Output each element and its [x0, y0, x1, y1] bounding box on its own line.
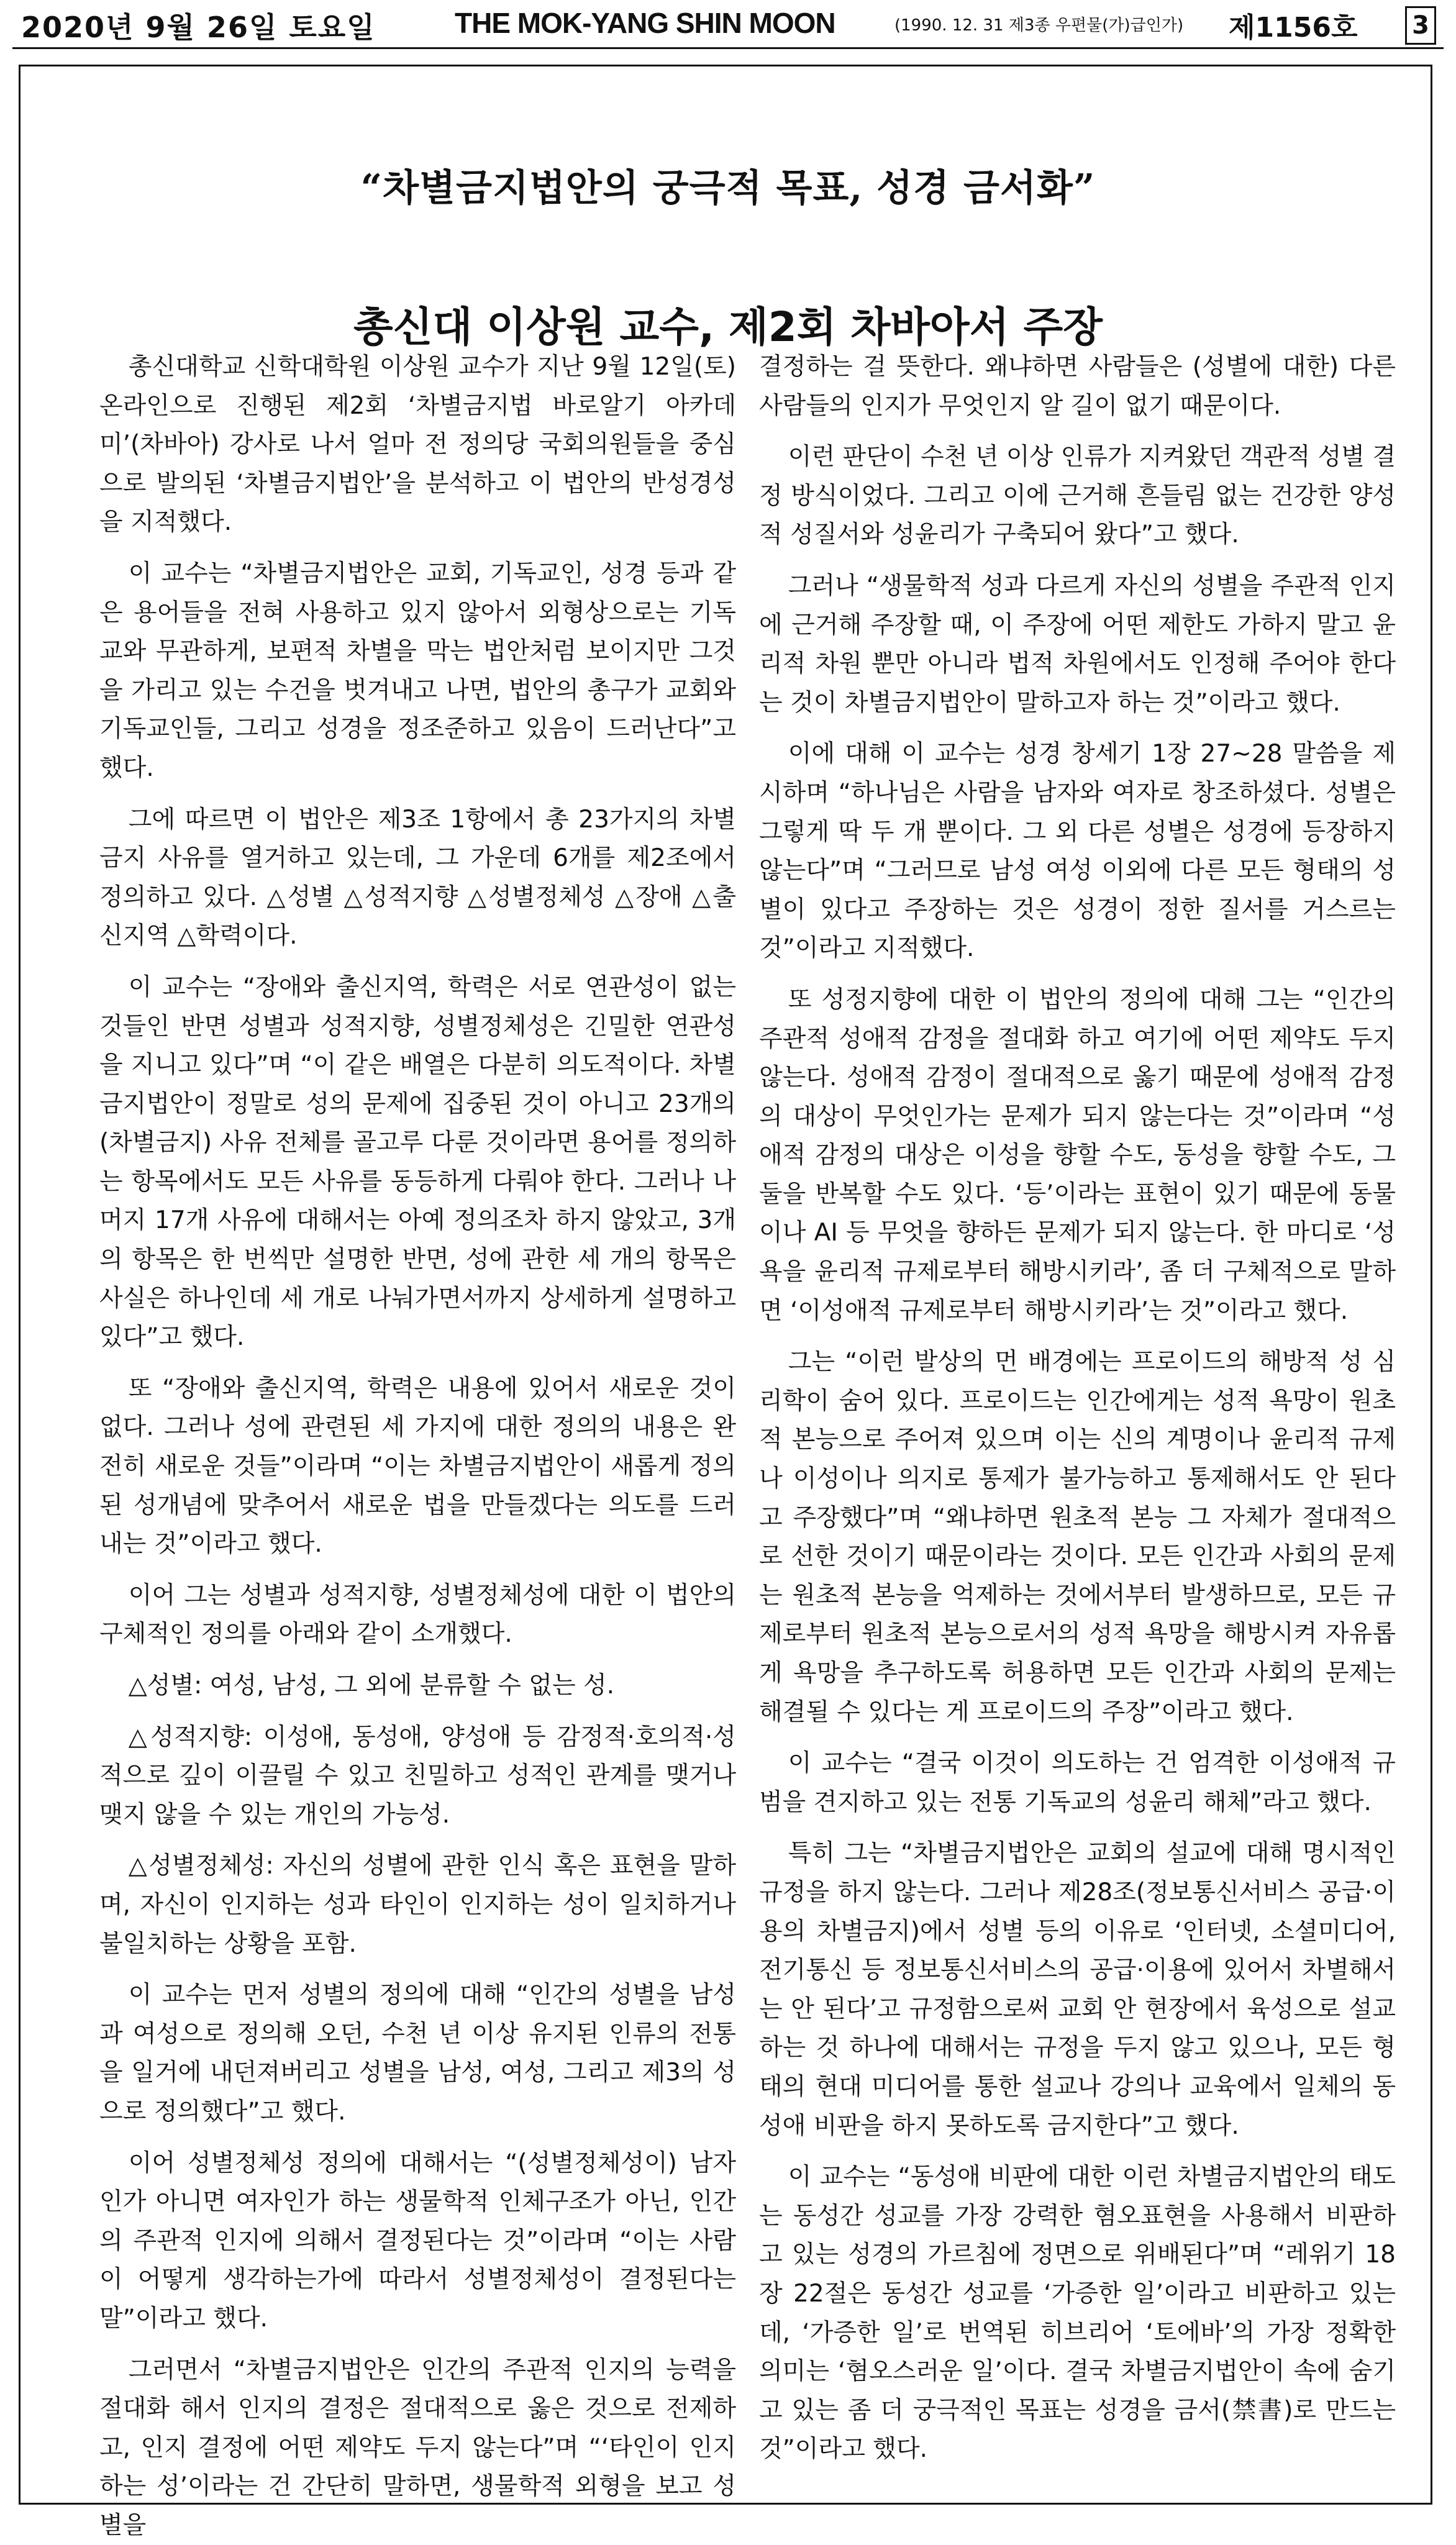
masthead [12, 4, 1444, 49]
article-paragraph: 이 교수는 “차별금지법안은 교회, 기독교인, 성경 등과 같은 용어들을 전혀 사용하고 있지 않아서 외형상으로는 기독교와 무관하게, 보편적 차별을 막는 법안처럼 보이지만 그것을 가리고 있는 수건을 벗겨내고 나면, 법안의 총구가 교회와 기독교인들, 그리고 성경을 정조준하고 있음이 드러난다”고 했다. [99, 555, 736, 788]
article-paragraph: 이런 판단이 수천 년 이상 인류가 지켜왔던 객관적 성별 결정 방식이었다. 그리고 이에 근거해 흔들림 없는 건강한 양성적 성질서와 성윤리가 구축되어 왔다”고 했다. [759, 438, 1396, 555]
article-column-left [99, 348, 736, 2472]
article-paragraph: 이에 대해 이 교수는 성경 창세기 1장 27~28 말씀을 제시하며 “하나님은 사람을 남자와 여자로 창조하셨다. 성별은 그렇게 딱 두 개 뿐이다. 그 외 다른 성별은 성경에 등장하지 않는다”며 “그러므로 남성 여성 이외에 다른 모든 형태의 성별이 있다고 주장하는 것은 성경이 정한 질서를 거스르는 것”이라고 지적했다. [759, 735, 1396, 968]
article-paragraph: 이어 그는 성별과 성적지향, 성별정체성에 대한 이 법안의 구체적인 정의를 아래와 같이 소개했다. [99, 1577, 736, 1654]
issue-number: 제1156호 [1229, 5, 1357, 45]
article-paragraph: 총신대학교 신학대학원 이상원 교수가 지난 9월 12일(토) 온라인으로 진행된 제2회 ‘차별금지법 바로알기 아카데미’(차바아) 강사로 나서 얼마 전 정의당 국회의원들을 중심으로 발의된 ‘차별금지법안’을 분석하고 이 법안의 반성경성을 지적했다. [99, 348, 736, 542]
article-paragraph: 또 성정지향에 대한 이 법안의 정의에 대해 그는 “인간의 주관적 성애적 감정을 절대화 하고 여기에 어떤 제약도 두지 않는다. 성애적 감정이 절대적으로 옳기 때문에 성애적 감정의 대상이 무엇인가는 문제가 되지 않는다는 것”이라며 “성애적 감정의 대상은 이성을 향할 수도, 동성을 향할 수도, 그 둘을 반복할 수도 있다. ‘등’이라는 표현이 있기 때문에 동물이나 AI 등 무엇을 향하든 문제가 되지 않는다. 한 마디로 ‘성욕을 윤리적 규제로부터 해방시키라’, 좀 더 구체적으로 말하면 ‘이성애적 규제로부터 해방시키라’는 것”이라고 했다. [759, 981, 1396, 1331]
article-paragraph: 이 교수는 “결국 이것이 의도하는 건 엄격한 이성애적 규범을 견지하고 있는 전통 기독교의 성윤리 해체”라고 했다. [759, 1744, 1396, 1822]
newspaper-title: THE MOK-YANG SHIN MOON [455, 6, 835, 40]
page-number-box: 3 [1405, 6, 1436, 45]
article-paragraph: 이어 성별정체성 정의에 대해서는 “(성별정체성이) 남자인가 아니면 여자인가 하는 생물학적 인체구조가 아닌, 인간의 주관적 인지에 의해서 결정된다는 것”이라며 “이는 사람이 어떻게 생각하는가에 따라서 성별정체성이 결정된다는 말”이라고 했다. [99, 2144, 736, 2339]
article-paragraph: 이 교수는 “동성애 비판에 대한 이런 차별금지법안의 태도는 동성간 성교를 가장 강력한 혐오표현을 사용해서 비판하고 있는 성경의 가르침에 정면으로 위배된다”며 “레위기 18장 22절은 동성간 성교를 ‘가증한 일’이라고 비판하고 있는데, ‘가증한 일’로 번역된 히브리어 ‘토에바’의 가장 정확한 의미는 ‘혐오스러운 일’이다. 결국 차별금지법안이 속에 숨기고 있는 좀 더 궁극적인 목표는 성경을 금서(禁書)로 만드는 것”이라고 했다. [759, 2158, 1396, 2469]
article-paragraph: 또 “장애와 출신지역, 학력은 내용에 있어서 새로운 것이 없다. 그러나 성에 관련된 세 가지에 대한 정의의 내용은 완전히 새로운 것들”이라며 “이는 차별금지법안이 새롭게 정의된 성개념에 맞추어서 새로운 법을 만들겠다는 의도를 드러내는 것”이라고 했다. [99, 1370, 736, 1564]
article-paragraph: △성별정체성: 자신의 성별에 관한 인식 혹은 표현을 말하며, 자신이 인지하는 성과 타인이 인지하는 성이 일치하거나 불일치하는 상황을 포함. [99, 1847, 736, 1964]
issue-date: 2020년 9월 26일 토요일 [21, 5, 376, 46]
article-headline: “차별금지법안의 궁극적 목표, 성경 금서화” [0, 158, 1456, 212]
article-paragraph: 그는 “이런 발상의 먼 배경에는 프로이드의 해방적 성 심리학이 숨어 있다. 프로이드는 인간에게는 성적 욕망이 원초적 본능으로 주어져 있으며 이는 신의 계명이나 윤리적 규제나 이성이나 의지로 통제가 불가능하고 통제해서도 안 된다고 주장했다”며 “왜냐하면 원초적 본능 그 자체가 절대적으로 선한 것이기 때문이라는 것이다. 모든 인간과 사회의 문제는 원초적 본능을 억제하는 것에서부터 발생하므로, 모든 규제로부터 원초적 본능으로서의 성적 욕망을 해방시켜 자유롭게 욕망을 추구하도록 허용하면 모든 인간과 사회의 문제는 해결될 수 있다는 게 프로이드의 주장”이라고 했다. [759, 1343, 1396, 1732]
article-paragraph: 결정하는 걸 뜻한다. 왜냐하면 사람들은 (성별에 대한) 다른 사람들의 인지가 무엇인지 알 길이 없기 때문이다. [759, 348, 1396, 426]
article-subheadline: 총신대 이상원 교수, 제2회 차바아서 주장 [0, 294, 1456, 353]
article-paragraph: △성적지향: 이성애, 동성애, 양성애 등 감정적·호의적·성적으로 깊이 이끌릴 수 있고 친밀하고 성적인 관계를 맺거나 맺지 않을 수 있는 개인의 가능성. [99, 1718, 736, 1835]
article-paragraph: 그러면서 “차별금지법안은 인간의 주관적 인지의 능력을 절대화 해서 인지의 결정은 절대적으로 옳은 것으로 전제하고, 인지 결정에 어떤 제약도 두지 않는다”며 “‘타인이 인지하는 성’이라는 건 간단히 말하면, 생물학적 외형을 보고 성별을 [99, 2351, 736, 2545]
article-paragraph: 이 교수는 먼저 성별의 정의에 대해 “인간의 성별을 남성과 여성으로 정의해 오던, 수천 년 이상 유지된 인류의 전통을 일거에 내던져버리고 성별을 남성, 여성, 그리고 제3의 성으로 정의했다”고 했다. [99, 1976, 736, 2131]
postal-registration: (1990. 12. 31 제3종 우편물(가)급인가) [894, 12, 1183, 35]
article-paragraph: 그러나 “생물학적 성과 다르게 자신의 성별을 주관적 인지에 근거해 주장할 때, 이 주장에 어떤 제한도 가하지 말고 윤리적 차원 뿐만 아니라 법적 차원에서도 인정해 주어야 한다는 것이 차별금지법안이 말하고자 하는 것”이라고 했다. [759, 567, 1396, 722]
article-paragraph: 특히 그는 “차별금지법안은 교회의 설교에 대해 명시적인 규정을 하지 않는다. 그러나 제28조(정보통신서비스 공급·이용의 차별금지)에서 성별 등의 이유로 ‘인터넷, 소셜미디어, 전기통신 등 정보통신서비스의 공급·이용에 있어서 차별해서는 안 된다’고 규정함으로써 교회 안 현장에서 육성으로 설교하는 것 하나에 대해서는 규정을 두지 않고 있으나, 모든 형태의 현대 미디어를 통한 설교나 강의나 교육에서 일체의 동성애 비판을 하지 못하도록 금지한다”고 했다. [759, 1834, 1396, 2146]
article-paragraph: △성별: 여성, 남성, 그 외에 분류할 수 없는 성. [99, 1667, 736, 1706]
article-paragraph: 그에 따르면 이 법안은 제3조 1항에서 총 23가지의 차별금지 사유를 열거하고 있는데, 그 가운데 6개를 제2조에서 정의하고 있다. △성별 △성적지향 △성별정체성 △장애 △출신지역 △학력이다. [99, 801, 736, 956]
article-column-right [759, 348, 1396, 2472]
article-paragraph: 이 교수는 “장애와 출신지역, 학력은 서로 연관성이 없는 것들인 반면 성별과 성적지향, 성별정체성은 긴밀한 연관성을 지니고 있다”며 “이 같은 배열은 다분히 의도적이다. 차별금지법안이 정말로 성의 문제에 집중된 것이 아니고 23개의 (차별금지) 사유 전체를 골고루 다룬 것이라면 용어를 정의하는 항목에서도 모든 사유를 동등하게 다뤄야 한다. 그러나 나머지 17개 사유에 대해서는 아예 정의조차 하지 않았고, 3개의 항목은 한 번씩만 설명한 반면, 성에 관한 세 개의 항목은 사실은 하나인데 세 개로 나눠가면서까지 상세하게 설명하고 있다”고 했다. [99, 968, 736, 1357]
